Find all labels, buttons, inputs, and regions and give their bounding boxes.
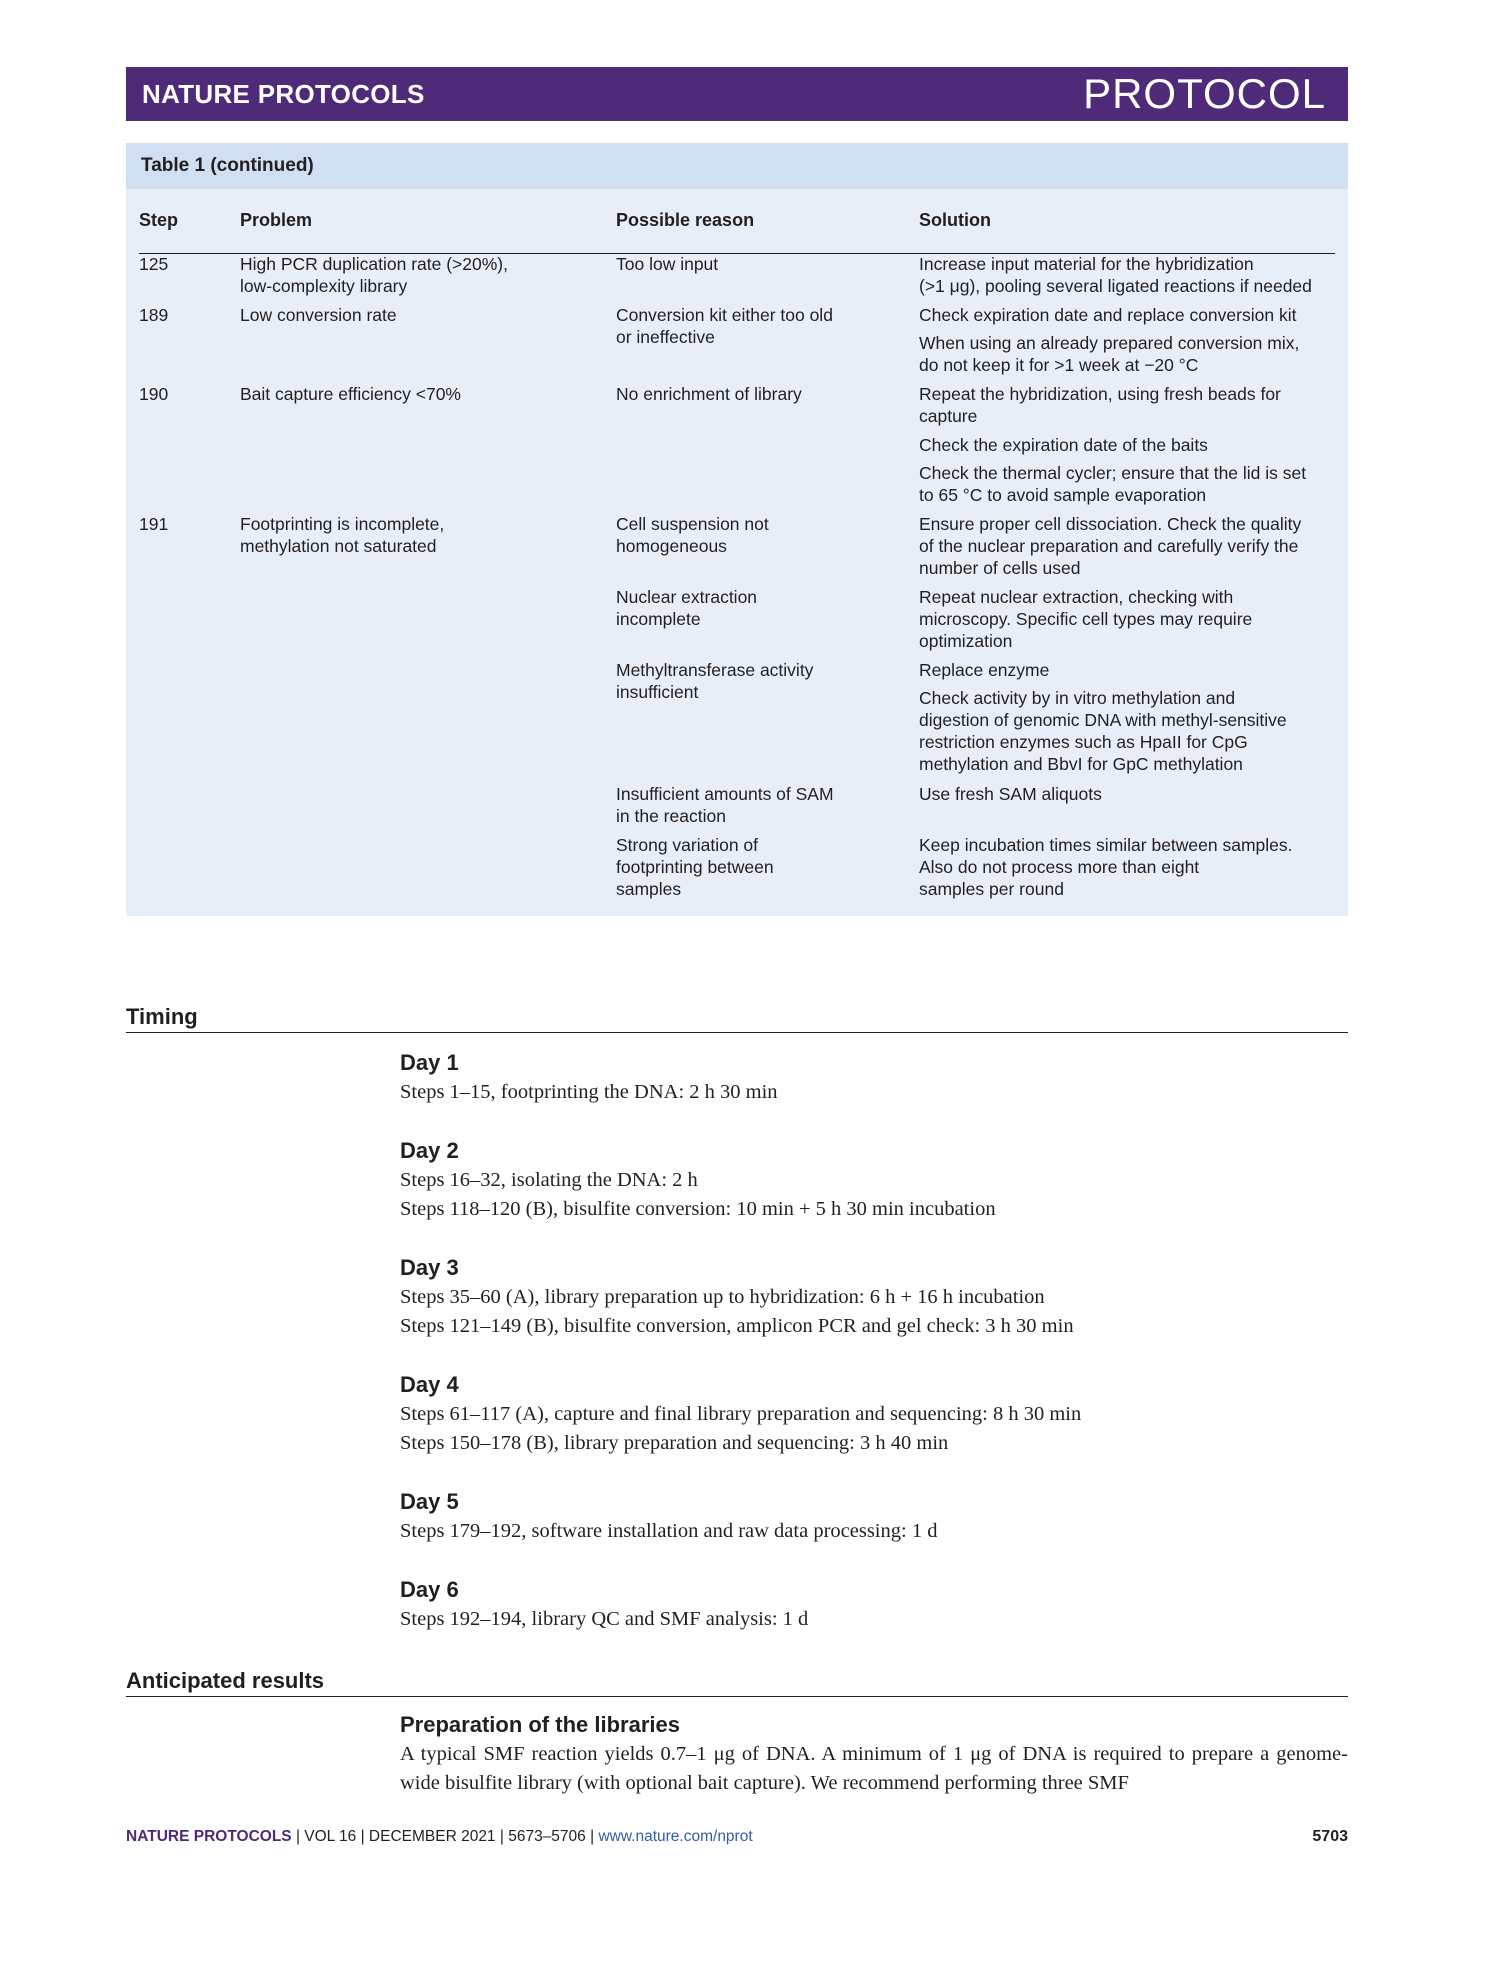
day-heading: Day 5	[400, 1489, 459, 1514]
table-cell-reason: Cell suspension not homogeneous	[616, 514, 769, 556]
section-title-timing: Timing	[126, 1004, 1348, 1033]
troubleshooting-table	[126, 143, 1348, 916]
table-cell-solution: Check the thermal cycler; ensure that the lid is set to 65 °C to avoid sample evaporation	[919, 463, 1307, 505]
article-type: PROTOCOL	[1083, 70, 1326, 117]
table-cell-reason: No enrichment of library	[616, 384, 802, 404]
table-cell-problem: Footprinting is incomplete, methylation not saturated	[240, 514, 445, 556]
table-caption: Table 1 (continued)	[126, 143, 1348, 189]
table-cell-solution: Repeat nuclear extraction, checking with microscopy. Specific cell types may require optimization	[919, 587, 1253, 651]
footer-journal: NATURE PROTOCOLS	[126, 1828, 292, 1845]
timing-line: Steps 179–192, software installation and raw data processing: 1 d	[400, 1520, 938, 1542]
day-heading: Day 1	[400, 1050, 459, 1075]
table-cell-solution: Check the expiration date of the baits	[919, 435, 1208, 455]
day-heading: Day 6	[400, 1577, 459, 1602]
footer-date: DECEMBER 2021	[368, 1828, 496, 1845]
footer-url-link[interactable]: www.nature.com/nprot	[598, 1828, 753, 1845]
table-cell-step: 189	[139, 305, 169, 325]
table-cell-reason: Strong variation of footprinting between samples	[616, 835, 774, 899]
col-header-reason: Possible reason	[616, 210, 755, 230]
table-cell-solution: Repeat the hybridization, using fresh beads for capture	[919, 384, 1281, 426]
footer-volume: VOL 16	[304, 1828, 357, 1845]
day-heading: Day 2	[400, 1138, 459, 1163]
body-paragraph: A typical SMF reaction yields 0.7–1 μg of DNA. A minimum of 1 μg of DNA is required to prepare a genome-wide bisulfite library (with optional bait capture). We recommend performing three SMF	[400, 1743, 1348, 1794]
page-footer: NATURE PROTOCOLS | VOL 16 | DECEMBER 2021 | 5673–5706 | www.nature.com/nprot 5703	[126, 1828, 1348, 1845]
journal-header-bar	[126, 67, 1348, 121]
table-cell-reason: Nuclear extraction incomplete	[616, 587, 758, 629]
timing-line: Steps 121–149 (B), bisulfite conversion, amplicon PCR and gel check: 3 h 30 min	[400, 1315, 1074, 1337]
timing-line: Steps 150–178 (B), library preparation and sequencing: 3 h 40 min	[400, 1432, 949, 1454]
table-cell-solution: When using an already prepared conversion mix, do not keep it for >1 week at −20 °C	[919, 333, 1300, 375]
col-header-solution: Solution	[919, 210, 991, 230]
timing-line: Steps 35–60 (A), library preparation up to hybridization: 6 h + 16 h incubation	[400, 1286, 1045, 1308]
timing-line: Steps 118–120 (B), bisulfite conversion: 10 min + 5 h 30 min incubation	[400, 1198, 996, 1220]
table-cell-reason: Methyltransferase activity insufficient	[616, 660, 814, 702]
timing-line: Steps 61–117 (A), capture and final library preparation and sequencing: 8 h 30 min	[400, 1403, 1082, 1425]
table-cell-step: 125	[139, 254, 169, 274]
table-cell-reason: Conversion kit either too old or ineffective	[616, 305, 833, 347]
table-cell-problem: High PCR duplication rate (>20%), low-complexity library	[240, 254, 508, 296]
table-cell-solution: Ensure proper cell dissociation. Check the quality of the nuclear preparation and carefully verify the number of cells used	[919, 514, 1302, 578]
section-title-anticipated-results: Anticipated results	[126, 1668, 1348, 1697]
table-cell-solution: Use fresh SAM aliquots	[919, 784, 1102, 804]
timing-line: Steps 1–15, footprinting the DNA: 2 h 30 min	[400, 1081, 778, 1103]
table-cell-problem: Bait capture efficiency <70%	[240, 384, 461, 404]
subsection-heading: Preparation of the libraries	[400, 1712, 680, 1737]
page-number: 5703	[1312, 1828, 1348, 1845]
table-cell-solution: Check expiration date and replace conversion kit	[919, 305, 1297, 325]
table-cell-step: 190	[139, 384, 169, 404]
day-heading: Day 3	[400, 1255, 459, 1280]
col-header-step: Step	[139, 210, 179, 230]
col-header-problem: Problem	[240, 210, 313, 230]
table-cell-reason: Insufficient amounts of SAM in the reaction	[616, 784, 834, 826]
footer-pages: 5673–5706	[508, 1828, 586, 1845]
table-cell-solution: Increase input material for the hybridization (>1 μg), pooling several ligated reactions if needed	[919, 254, 1312, 296]
table-cell-solution: Replace enzyme	[919, 660, 1050, 680]
journal-name: NATURE PROTOCOLS	[142, 78, 425, 109]
timing-line: Steps 16–32, isolating the DNA: 2 h	[400, 1169, 698, 1191]
table-cell-problem: Low conversion rate	[240, 305, 397, 325]
table-cell-reason: Too low input	[616, 254, 719, 274]
table-cell-solution: Keep incubation times similar between samples. Also do not process more than eight samples per round	[919, 835, 1293, 899]
table-cell-step: 191	[139, 514, 169, 534]
table-cell-solution: Check activity by in vitro methylation and digestion of genomic DNA with methyl-sensitive restriction enzymes such as HpaII for CpG methylation and BbvI for GpC methylation	[919, 688, 1287, 774]
day-heading: Day 4	[400, 1372, 459, 1397]
table-header-row	[139, 201, 1335, 254]
timing-line: Steps 192–194, library QC and SMF analysis: 1 d	[400, 1608, 809, 1630]
